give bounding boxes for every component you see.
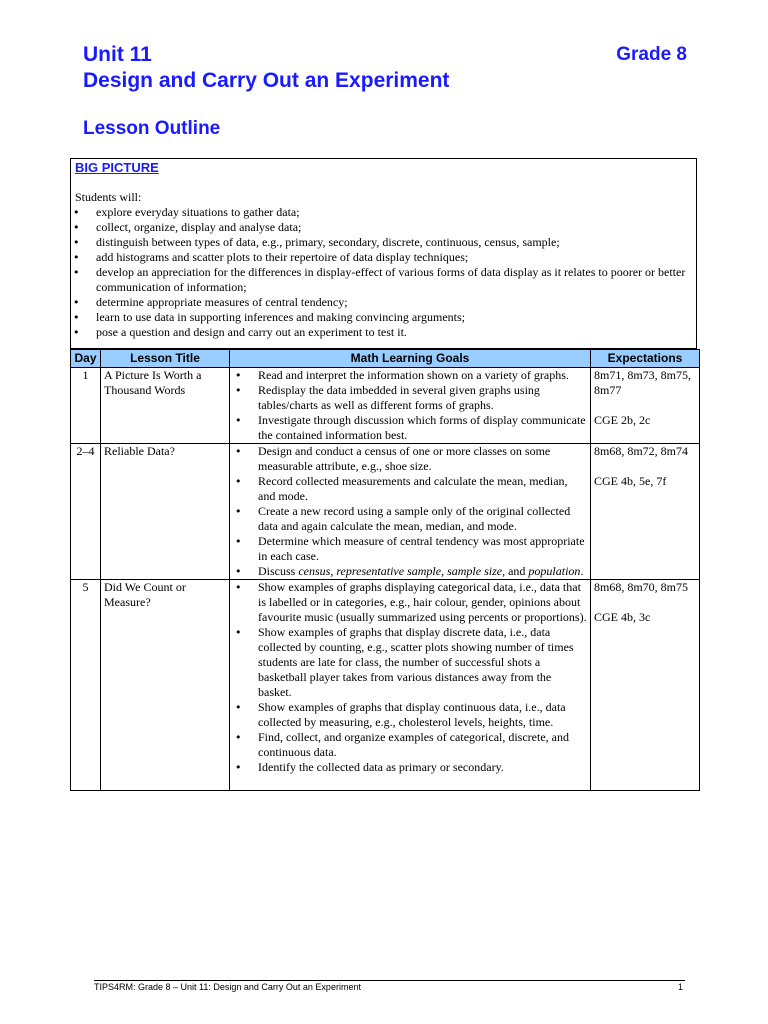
list-item: • Find, collect, and organize examples of categorical, discrete, and continuous data. — [235, 730, 569, 759]
list-item: • distinguish between types of data, e.g., primary, secondary, discrete, continuous, census, sample; — [73, 235, 560, 249]
expectations-codes: 8m68, 8m70, 8m75 — [594, 580, 689, 594]
lesson-title-cell: Did We Count or Measure? — [101, 580, 230, 791]
list-item: • Design and conduct a census of one or more classes on some measurable attribute, e.g., shoe size. — [235, 444, 551, 473]
table-row — [71, 368, 700, 444]
footer-divider — [94, 980, 685, 981]
bullet-icon: • — [235, 701, 242, 714]
big-picture-intro: Students will: — [75, 190, 142, 204]
list-item: • Show examples of graphs displaying categorical data, i.e., data that is labelled or in categories, e.g., hair colour, gender, opinions about favourite music (usually summarized using percents or proportions). — [235, 580, 587, 624]
list-item: • Redisplay the data imbedded in several given graphs using tables/charts as well as different forms of graphs. — [235, 383, 540, 412]
bullet-icon: • — [235, 505, 242, 518]
list-item: • pose a question and design and carry out an experiment to test it. — [73, 325, 407, 339]
unit-title: Design and Carry Out an Experiment — [83, 69, 450, 92]
day-cell: 1 — [71, 368, 101, 444]
lesson-title-cell: A Picture Is Worth a Thousand Words — [101, 368, 230, 444]
table-row — [71, 580, 700, 791]
list-item: • Identify the collected data as primary or secondary. — [235, 760, 504, 774]
list-item: • Read and interpret the information shown on a variety of graphs. — [235, 368, 569, 382]
col-header-day: Day — [71, 350, 101, 368]
list-item: • Determine which measure of central tendency was most appropriate in each case. — [235, 534, 585, 563]
bullet-icon: • — [235, 445, 242, 458]
expectations-cell — [591, 580, 700, 791]
list-item: • Create a new record using a sample only of the original collected data and again calculate the mean, median, and mode. — [235, 504, 571, 533]
bullet-icon: • — [73, 206, 80, 219]
cge-codes: CGE 4b, 5e, 7f — [594, 474, 667, 488]
col-header-lesson-title: Lesson Title — [101, 350, 230, 368]
lesson-outline-heading: Lesson Outline — [83, 118, 221, 139]
cge-codes: CGE 4b, 3c — [594, 610, 651, 624]
lesson-title-cell: Reliable Data? — [101, 444, 230, 580]
bullet-icon: • — [73, 311, 80, 324]
bullet-icon: • — [73, 296, 80, 309]
table-header-row — [71, 350, 700, 368]
list-item: • Investigate through discussion which forms of display communicate the contained information best. — [235, 413, 586, 442]
page-header — [83, 42, 689, 94]
bullet-icon: • — [73, 326, 80, 339]
grade-label: Grade 8 — [616, 44, 687, 65]
goals-cell — [230, 368, 591, 444]
day-cell: 2–4 — [71, 444, 101, 580]
bullet-icon: • — [73, 221, 80, 234]
page-number: 1 — [677, 982, 683, 992]
bullet-icon: • — [235, 626, 242, 639]
bullet-icon: • — [235, 475, 242, 488]
bullet-icon: • — [73, 266, 80, 279]
bullet-icon: • — [235, 731, 242, 744]
day-cell: 5 — [71, 580, 101, 791]
big-picture-heading: BIG PICTURE — [75, 160, 159, 175]
col-header-expectations: Expectations — [591, 350, 700, 368]
big-picture-box — [70, 158, 697, 349]
list-item: • Discuss census, representative sample, sample size, and population. — [235, 564, 584, 578]
bullet-icon: • — [235, 384, 242, 397]
bullet-icon: • — [73, 251, 80, 264]
expectations-cell — [591, 368, 700, 444]
bullet-icon: • — [235, 535, 242, 548]
bullet-icon: • — [235, 565, 242, 578]
col-header-math-learning-goals: Math Learning Goals — [230, 350, 591, 368]
list-item: • develop an appreciation for the differences in display-effect of various forms of data display as it relates to poorer or better communication of information; — [73, 265, 686, 294]
list-item: • determine appropriate measures of central tendency; — [73, 295, 348, 309]
footer-text: TIPS4RM: Grade 8 – Unit 11: Design and Carry Out an Experiment — [94, 982, 361, 992]
bullet-icon: • — [235, 761, 242, 774]
expectations-codes: 8m71, 8m73, 8m75, 8m77 — [594, 368, 692, 397]
list-item: • Show examples of graphs that display continuous data, i.e., data collected by measuring, e.g., cholesterol levels, heights, time. — [235, 700, 566, 729]
page-footer — [94, 982, 685, 993]
list-item: • learn to use data in supporting inferences and making convincing arguments; — [73, 310, 466, 324]
goals-cell — [230, 444, 591, 580]
list-item: • collect, organize, display and analyse data; — [73, 220, 302, 234]
goals-cell — [230, 580, 591, 791]
bullet-icon: • — [235, 369, 242, 382]
bullet-icon: • — [235, 581, 242, 594]
bullet-icon: • — [73, 236, 80, 249]
big-picture-list — [73, 205, 691, 340]
expectations-cell — [591, 444, 700, 580]
list-item: • Record collected measurements and calculate the mean, median, and mode. — [235, 474, 568, 503]
unit-label: Unit 11 — [83, 43, 152, 66]
expectations-codes: 8m68, 8m72, 8m74 — [594, 444, 689, 458]
list-item: • add histograms and scatter plots to their repertoire of data display techniques; — [73, 250, 469, 264]
bullet-icon: • — [235, 414, 242, 427]
table-row — [71, 444, 700, 580]
cge-codes: CGE 2b, 2c — [594, 413, 651, 427]
list-item: • explore everyday situations to gather data; — [73, 205, 300, 219]
lesson-table — [70, 349, 700, 791]
list-item: • Show examples of graphs that display discrete data, i.e., data collected by counting, e.g., scatter plots showing number of times students are late for class, the number of successful shots a basketball player takes from various distances away from the basket. — [235, 625, 574, 699]
